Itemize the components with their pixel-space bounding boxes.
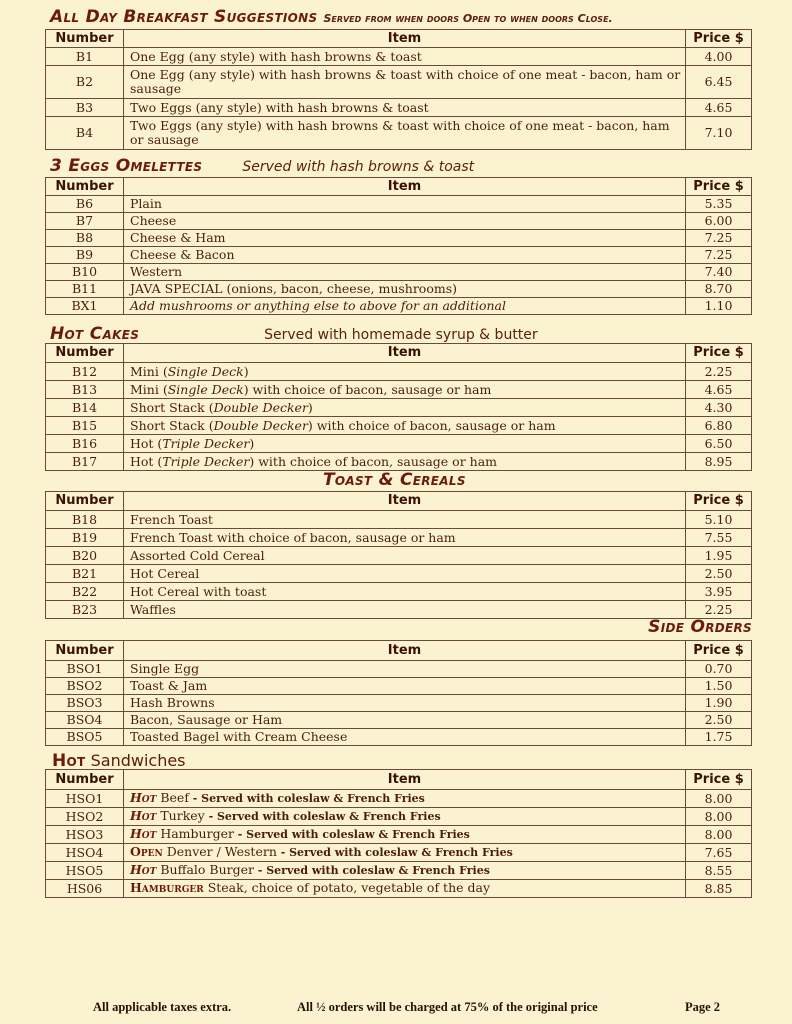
item-price: 4.65 bbox=[686, 381, 752, 399]
table-row bbox=[46, 196, 752, 213]
item-price: 2.50 bbox=[686, 565, 752, 583]
section-title: Hot Cakes bbox=[50, 324, 140, 344]
item-price: 2.25 bbox=[686, 363, 752, 381]
item-description: French Toast with choice of bacon, sausage or ham bbox=[124, 529, 686, 547]
item-price: 8.00 bbox=[686, 808, 752, 826]
table-row bbox=[46, 435, 752, 453]
table-row bbox=[46, 264, 752, 281]
section-title: Sandwiches bbox=[85, 751, 186, 770]
item-description: Bacon, Sausage or Ham bbox=[124, 712, 686, 729]
item-number: B1 bbox=[46, 48, 124, 66]
item-price: 7.25 bbox=[686, 230, 752, 247]
item-price: 4.65 bbox=[686, 99, 752, 117]
item-description: Hot (Triple Decker) with choice of bacon, sausage or ham bbox=[124, 453, 686, 471]
table-row bbox=[46, 213, 752, 230]
number-header: Number bbox=[46, 492, 124, 511]
item-price: 8.00 bbox=[686, 790, 752, 808]
item-price: 1.90 bbox=[686, 695, 752, 712]
item-number: B2 bbox=[46, 66, 124, 99]
item-number: B14 bbox=[46, 399, 124, 417]
item-number: HSO1 bbox=[46, 790, 124, 808]
item-description: JAVA SPECIAL (onions, bacon, cheese, mushrooms) bbox=[124, 281, 686, 298]
item-description: Cheese bbox=[124, 213, 686, 230]
item-number: HSO2 bbox=[46, 808, 124, 826]
item-number: B4 bbox=[46, 117, 124, 150]
item-number: B9 bbox=[46, 247, 124, 264]
table-row bbox=[46, 417, 752, 435]
item-description: Hot Hamburger - Served with coleslaw & French Fries bbox=[124, 826, 686, 844]
table-row bbox=[46, 281, 752, 298]
item-description: Two Eggs (any style) with hash browns & toast with choice of one meat - bacon, ham or sausage bbox=[124, 117, 686, 150]
item-description: Toast & Jam bbox=[124, 678, 686, 695]
hot-cakes-table bbox=[45, 343, 752, 471]
table-row bbox=[46, 790, 752, 808]
table-row bbox=[46, 844, 752, 862]
table-row bbox=[46, 729, 752, 746]
number-header: Number bbox=[46, 178, 124, 196]
item-number: B16 bbox=[46, 435, 124, 453]
item-number: B13 bbox=[46, 381, 124, 399]
number-header: Number bbox=[46, 641, 124, 661]
table-row bbox=[46, 511, 752, 529]
item-description: Hot Cereal with toast bbox=[124, 583, 686, 601]
item-number: B19 bbox=[46, 529, 124, 547]
item-number: B17 bbox=[46, 453, 124, 471]
item-number: HSO3 bbox=[46, 826, 124, 844]
item-price: 2.25 bbox=[686, 601, 752, 619]
table-row bbox=[46, 826, 752, 844]
table-row bbox=[46, 230, 752, 247]
table-header-row bbox=[46, 178, 752, 196]
item-price: 7.40 bbox=[686, 264, 752, 281]
item-header: Item bbox=[124, 492, 686, 511]
item-description: Two Eggs (any style) with hash browns & toast bbox=[124, 99, 686, 117]
table-row bbox=[46, 399, 752, 417]
item-price: 1.95 bbox=[686, 547, 752, 565]
item-price: 6.45 bbox=[686, 66, 752, 99]
item-price: 2.50 bbox=[686, 712, 752, 729]
section-title-lead: Hot bbox=[52, 751, 86, 771]
side-orders-heading bbox=[648, 617, 752, 637]
table-row bbox=[46, 247, 752, 264]
item-price: 6.00 bbox=[686, 213, 752, 230]
item-description: Hot Cereal bbox=[124, 565, 686, 583]
table-row bbox=[46, 862, 752, 880]
item-number: B6 bbox=[46, 196, 124, 213]
section-title: Toast & Cereals bbox=[323, 470, 466, 490]
item-number: B3 bbox=[46, 99, 124, 117]
item-price: 7.65 bbox=[686, 844, 752, 862]
item-price: 1.50 bbox=[686, 678, 752, 695]
item-number: BSO2 bbox=[46, 678, 124, 695]
table-row bbox=[46, 66, 752, 99]
item-price: 5.10 bbox=[686, 511, 752, 529]
item-number: B23 bbox=[46, 601, 124, 619]
item-price: 1.10 bbox=[686, 298, 752, 315]
item-number: B22 bbox=[46, 583, 124, 601]
item-header: Item bbox=[124, 641, 686, 661]
table-row bbox=[46, 48, 752, 66]
item-description: Hash Browns bbox=[124, 695, 686, 712]
item-description: Toasted Bagel with Cream Cheese bbox=[124, 729, 686, 746]
table-row bbox=[46, 117, 752, 150]
price-header: Price $ bbox=[686, 770, 752, 790]
section-subtitle: Served from when doors Open to when doors Close. bbox=[323, 12, 613, 25]
footer-half-orders: All ½ orders will be charged at 75% of the original price bbox=[297, 1000, 598, 1014]
table-row bbox=[46, 529, 752, 547]
price-header: Price $ bbox=[686, 344, 752, 363]
item-number: B15 bbox=[46, 417, 124, 435]
item-price: 7.10 bbox=[686, 117, 752, 150]
item-price: 8.00 bbox=[686, 826, 752, 844]
item-description: Add mushrooms or anything else to above for an additional bbox=[124, 298, 686, 315]
item-description: Mini (Single Deck) bbox=[124, 363, 686, 381]
item-price: 7.25 bbox=[686, 247, 752, 264]
item-price: 4.00 bbox=[686, 48, 752, 66]
item-description: Western bbox=[124, 264, 686, 281]
number-header: Number bbox=[46, 770, 124, 790]
item-price: 8.55 bbox=[686, 862, 752, 880]
item-price: 0.70 bbox=[686, 661, 752, 678]
item-description: French Toast bbox=[124, 511, 686, 529]
table-header-row bbox=[46, 30, 752, 48]
item-number: BSO5 bbox=[46, 729, 124, 746]
table-header-row bbox=[46, 770, 752, 790]
item-description: Hot (Triple Decker) bbox=[124, 435, 686, 453]
price-header: Price $ bbox=[686, 30, 752, 48]
item-price: 1.75 bbox=[686, 729, 752, 746]
item-number: HS06 bbox=[46, 880, 124, 898]
item-description: Short Stack (Double Decker) with choice of bacon, sausage or ham bbox=[124, 417, 686, 435]
item-description: Open Denver / Western - Served with coleslaw & French Fries bbox=[124, 844, 686, 862]
item-header: Item bbox=[124, 178, 686, 196]
item-number: BX1 bbox=[46, 298, 124, 315]
table-row bbox=[46, 453, 752, 471]
omelettes-heading bbox=[50, 156, 474, 176]
item-number: B11 bbox=[46, 281, 124, 298]
section-title: Side Orders bbox=[648, 617, 752, 637]
item-header: Item bbox=[124, 30, 686, 48]
section-subtitle: Served with homemade syrup & butter bbox=[264, 327, 538, 343]
item-description: Hamburger Steak, choice of potato, vegetable of the day bbox=[124, 880, 686, 898]
side-orders-table bbox=[45, 640, 752, 746]
number-header: Number bbox=[46, 344, 124, 363]
table-row bbox=[46, 601, 752, 619]
hot-cakes-heading bbox=[50, 324, 538, 344]
item-description: Plain bbox=[124, 196, 686, 213]
item-number: B8 bbox=[46, 230, 124, 247]
item-description: Hot Beef - Served with coleslaw & French Fries bbox=[124, 790, 686, 808]
number-header: Number bbox=[46, 30, 124, 48]
item-description: Cheese & Ham bbox=[124, 230, 686, 247]
item-price: 6.80 bbox=[686, 417, 752, 435]
item-description: One Egg (any style) with hash browns & toast with choice of one meat - bacon, ham or sausage bbox=[124, 66, 686, 99]
item-number: B12 bbox=[46, 363, 124, 381]
table-header-row bbox=[46, 344, 752, 363]
toast-cereals-heading bbox=[323, 470, 466, 490]
item-description: Waffles bbox=[124, 601, 686, 619]
table-row bbox=[46, 661, 752, 678]
price-header: Price $ bbox=[686, 178, 752, 196]
table-row bbox=[46, 808, 752, 826]
item-header: Item bbox=[124, 770, 686, 790]
table-row bbox=[46, 381, 752, 399]
all-day-breakfast-table bbox=[45, 29, 752, 150]
table-header-row bbox=[46, 641, 752, 661]
item-number: HSO4 bbox=[46, 844, 124, 862]
item-description: Hot Turkey - Served with coleslaw & French Fries bbox=[124, 808, 686, 826]
item-description: Single Egg bbox=[124, 661, 686, 678]
item-price: 7.55 bbox=[686, 529, 752, 547]
toast-cereals-table bbox=[45, 491, 752, 619]
item-number: HSO5 bbox=[46, 862, 124, 880]
price-header: Price $ bbox=[686, 492, 752, 511]
item-price: 8.85 bbox=[686, 880, 752, 898]
hot-sandwiches-heading bbox=[52, 751, 186, 771]
table-header-row bbox=[46, 492, 752, 511]
item-price: 6.50 bbox=[686, 435, 752, 453]
item-number: B10 bbox=[46, 264, 124, 281]
item-header: Item bbox=[124, 344, 686, 363]
item-number: BSO4 bbox=[46, 712, 124, 729]
item-price: 8.95 bbox=[686, 453, 752, 471]
item-price: 4.30 bbox=[686, 399, 752, 417]
item-number: BSO3 bbox=[46, 695, 124, 712]
price-header: Price $ bbox=[686, 641, 752, 661]
item-number: B7 bbox=[46, 213, 124, 230]
table-row bbox=[46, 363, 752, 381]
item-price: 8.70 bbox=[686, 281, 752, 298]
item-description: Assorted Cold Cereal bbox=[124, 547, 686, 565]
table-row bbox=[46, 880, 752, 898]
section-subtitle: Served with hash browns & toast bbox=[242, 159, 475, 175]
table-row bbox=[46, 298, 752, 315]
item-description: One Egg (any style) with hash browns & toast bbox=[124, 48, 686, 66]
table-row bbox=[46, 565, 752, 583]
item-price: 3.95 bbox=[686, 583, 752, 601]
all-day-breakfast-heading bbox=[50, 7, 613, 27]
table-row bbox=[46, 99, 752, 117]
table-row bbox=[46, 695, 752, 712]
table-row bbox=[46, 678, 752, 695]
item-price: 5.35 bbox=[686, 196, 752, 213]
item-number: B20 bbox=[46, 547, 124, 565]
item-number: BSO1 bbox=[46, 661, 124, 678]
item-description: Short Stack (Double Decker) bbox=[124, 399, 686, 417]
footer-taxes: All applicable taxes extra. bbox=[93, 1000, 232, 1014]
item-number: B21 bbox=[46, 565, 124, 583]
omelettes-table bbox=[45, 177, 752, 315]
hot-sandwiches-table bbox=[45, 769, 752, 898]
table-row bbox=[46, 712, 752, 729]
table-row bbox=[46, 583, 752, 601]
item-number: B18 bbox=[46, 511, 124, 529]
section-title: All Day Breakfast Suggestions bbox=[50, 7, 318, 27]
item-description: Hot Buffalo Burger - Served with coleslaw & French Fries bbox=[124, 862, 686, 880]
table-row bbox=[46, 547, 752, 565]
footer-page-number: Page 2 bbox=[685, 1000, 721, 1014]
section-title: 3 Eggs Omelettes bbox=[50, 156, 203, 176]
item-description: Mini (Single Deck) with choice of bacon, sausage or ham bbox=[124, 381, 686, 399]
item-description: Cheese & Bacon bbox=[124, 247, 686, 264]
